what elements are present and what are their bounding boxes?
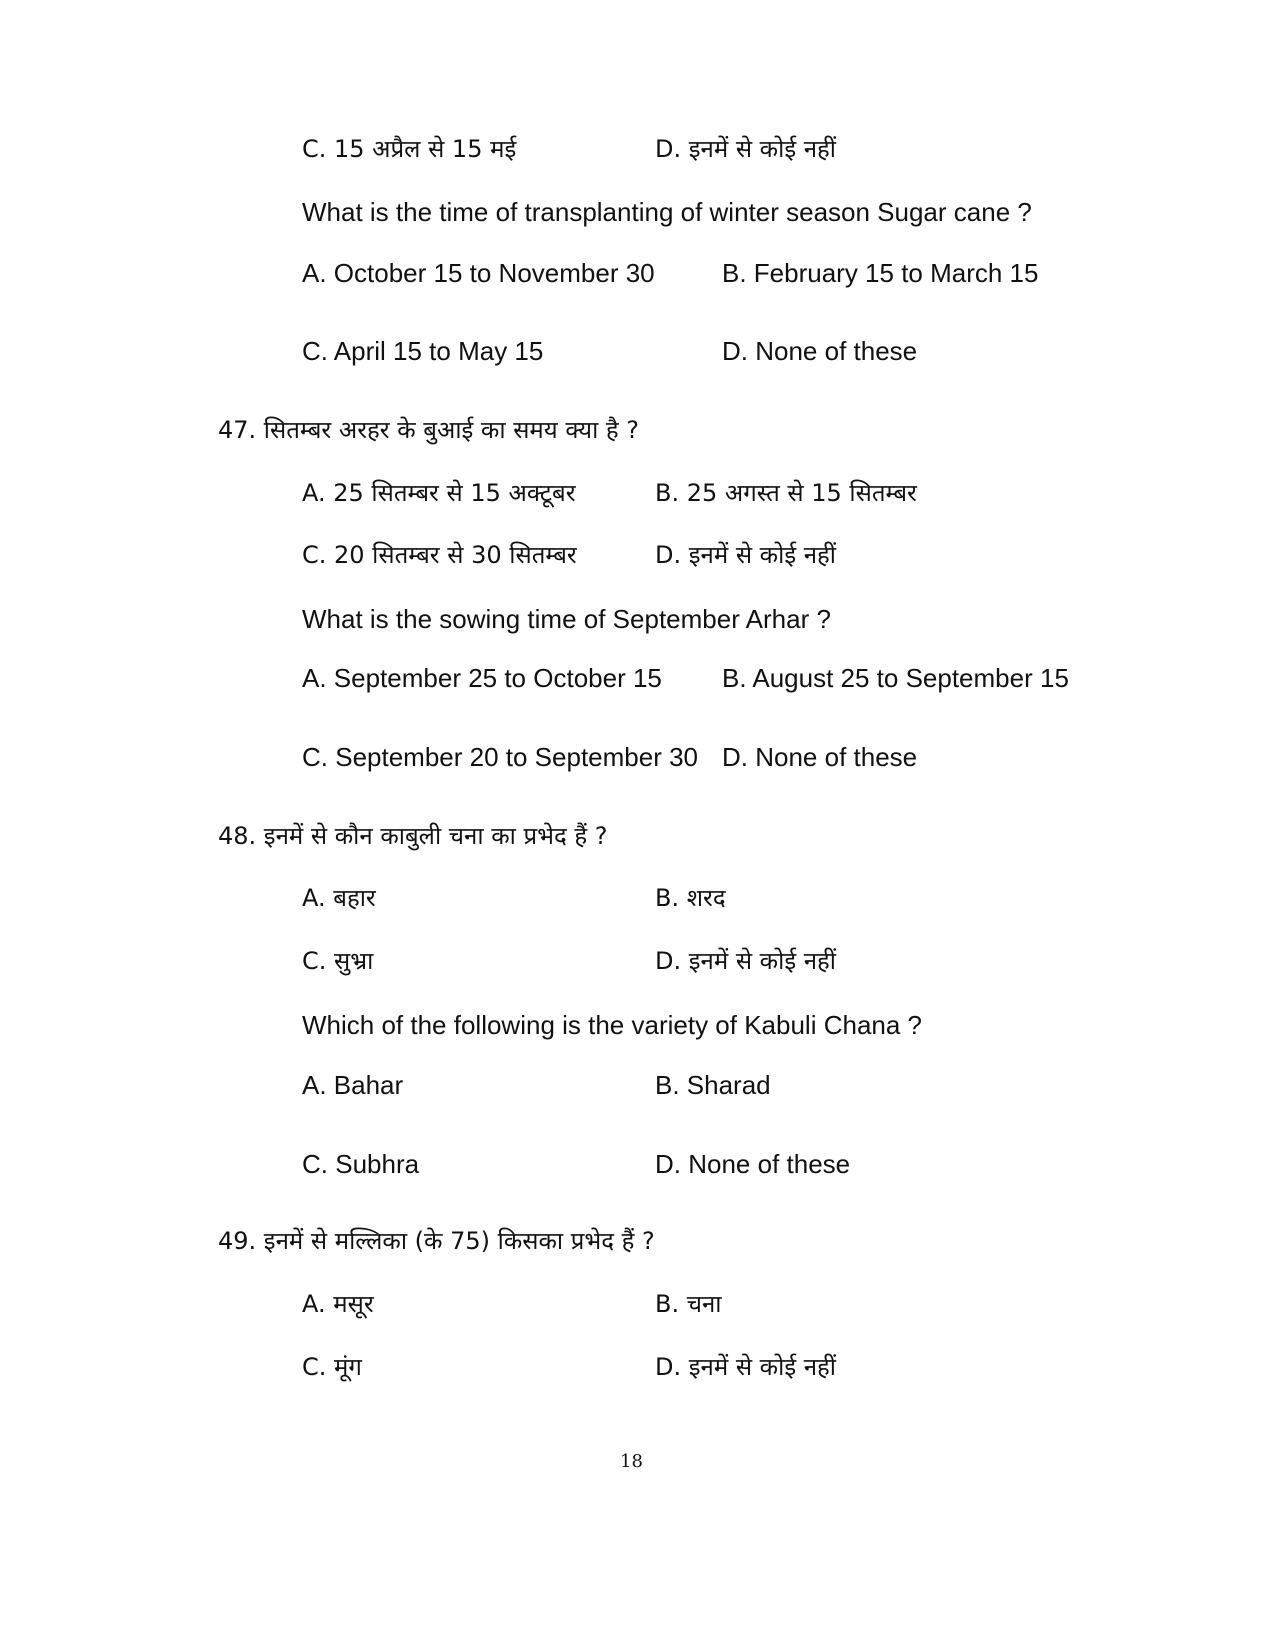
q49-hindi-option-b: B. चना xyxy=(655,1290,722,1318)
q46-hindi-option-d: D. इनमें से कोई नहीं xyxy=(655,135,837,163)
q47-english-option-c: C. September 20 to September 30 xyxy=(302,742,699,772)
q47-english-option-a: A. September 25 to October 15 xyxy=(302,663,662,693)
q49-hindi-option-c: C. मूंग xyxy=(302,1353,362,1381)
q48-hindi-question: 48. इनमें से कौन काबुली चना का प्रभेद हैं ? xyxy=(218,822,608,850)
q48-hindi-option-a: A. बहार xyxy=(302,884,376,912)
q47-hindi-option-a: A. 25 सितम्बर से 15 अक्टूबर xyxy=(302,479,576,507)
q49-hindi-option-d: D. इनमें से कोई नहीं xyxy=(655,1353,837,1381)
q46-english-option-b: B. February 15 to March 15 xyxy=(722,258,1039,288)
q46-english-question: What is the time of transplanting of winter season Sugar cane ? xyxy=(302,197,1032,227)
q46-english-option-d: D. None of these xyxy=(722,336,918,366)
q48-english-option-b: B. Sharad xyxy=(655,1070,771,1100)
q46-hindi-option-c: C. 15 अप्रैल से 15 मई xyxy=(302,135,517,163)
q47-hindi-question: 47. सितम्बर अरहर के बुआई का समय क्या है ? xyxy=(218,416,640,444)
page-number: 18 xyxy=(620,1451,643,1472)
q47-hindi-option-d: D. इनमें से कोई नहीं xyxy=(655,541,837,569)
q47-hindi-option-c: C. 20 सितम्बर से 30 सितम्बर xyxy=(302,541,577,569)
q46-english-option-c: C. April 15 to May 15 xyxy=(302,336,544,366)
q49-hindi-option-a: A. मसूर xyxy=(302,1290,374,1318)
q48-english-question: Which of the following is the variety of Kabuli Chana ? xyxy=(302,1010,923,1040)
q48-hindi-option-d: D. इनमें से कोई नहीं xyxy=(655,947,837,975)
q47-hindi-option-b: B. 25 अगस्त से 15 सितम्बर xyxy=(655,479,917,507)
q49-hindi-question: 49. इनमें से मल्लिका (के 75) किसका प्रभेद हैं ? xyxy=(218,1227,655,1255)
q47-english-option-b: B. August 25 to September 15 xyxy=(722,663,1069,693)
q47-english-option-d: D. None of these xyxy=(722,742,918,772)
q46-english-option-a: A. October 15 to November 30 xyxy=(302,258,655,288)
q48-hindi-option-b: B. शरद xyxy=(655,884,726,912)
q48-english-option-d: D. None of these xyxy=(655,1149,851,1179)
q47-english-question: What is the sowing time of September Arhar ? xyxy=(302,604,831,634)
q48-english-option-c: C. Subhra xyxy=(302,1149,420,1179)
q48-hindi-option-c: C. सुभ्रा xyxy=(302,947,374,975)
q48-english-option-a: A. Bahar xyxy=(302,1070,404,1100)
